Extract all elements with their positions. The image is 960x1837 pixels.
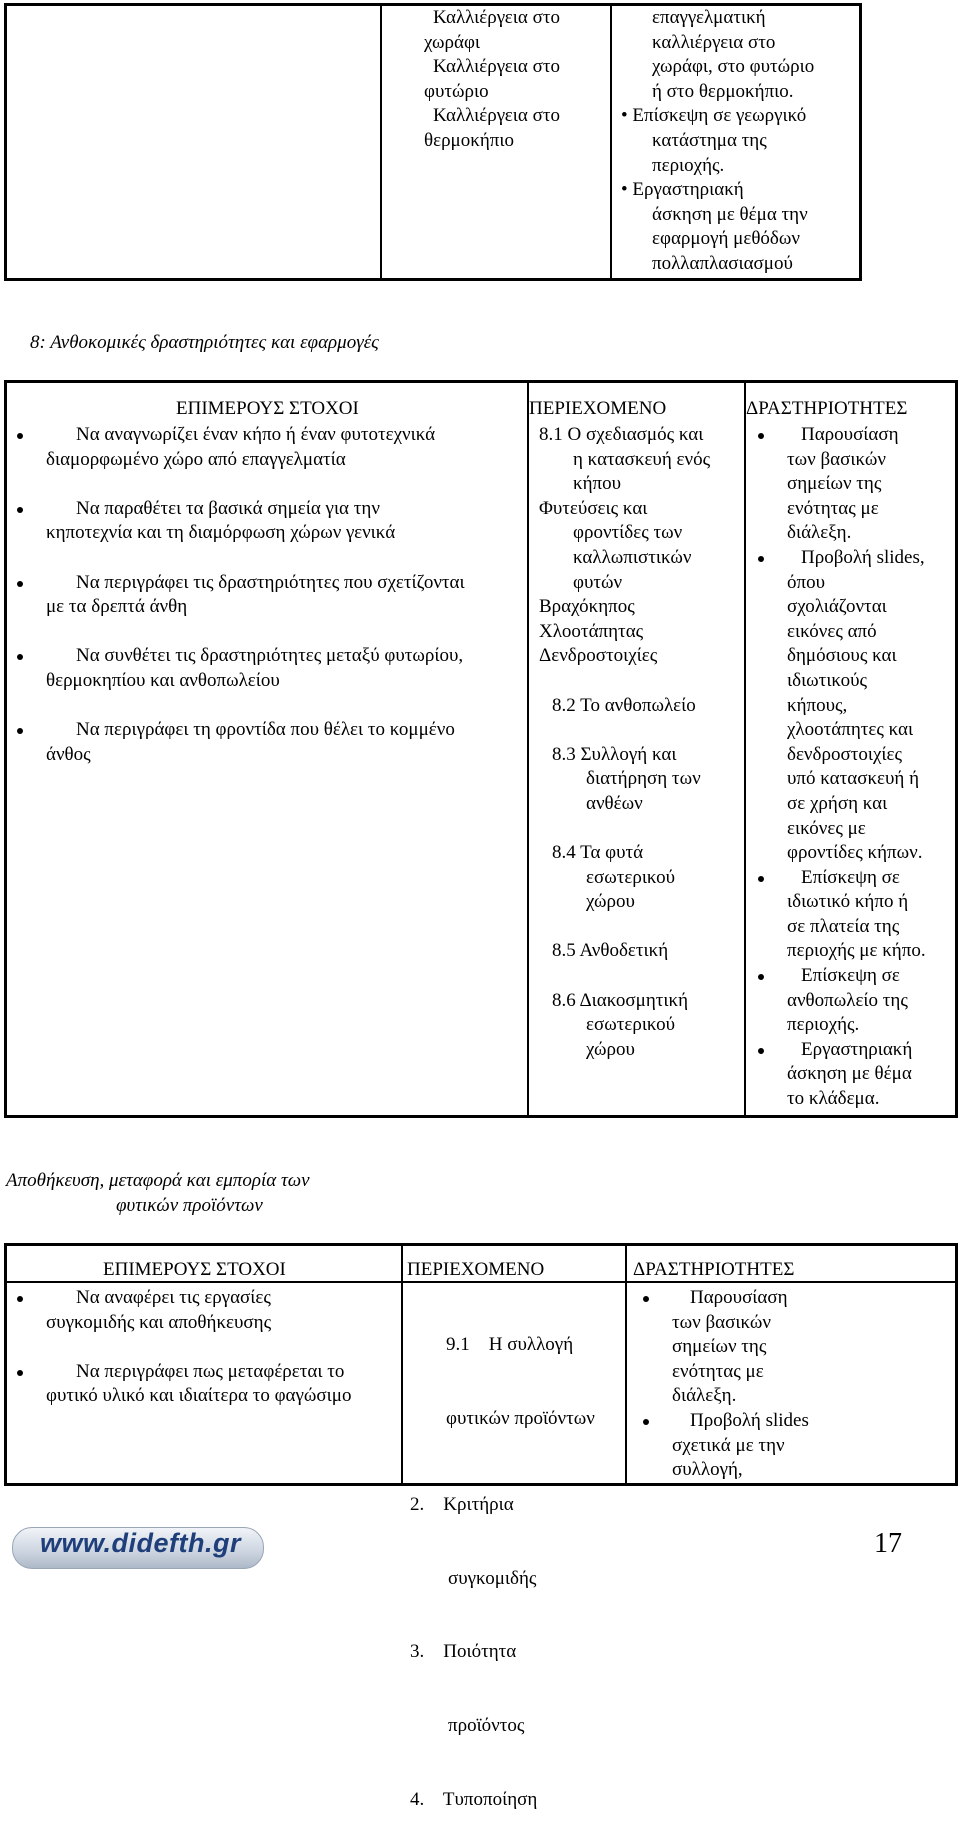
- goal-line: Να περιγράφει τις δραστηριότητες που σχετίζονται: [46, 571, 465, 596]
- activity-line: σε χρήση και: [787, 792, 888, 814]
- content-line: Δενδροστοιχίες: [539, 645, 658, 667]
- section9-title-line-1: Αποθήκευση, μεταφορά και εμπορία των: [6, 1170, 310, 1191]
- goal-item: [46, 644, 465, 693]
- content-spacer: [539, 669, 710, 694]
- section9-header-goals: ΕΠΙΜΕΡΟΥΣ ΣΤΟΧΟΙ: [103, 1259, 286, 1280]
- content-line: χώρου: [586, 891, 635, 913]
- activity-line: περιοχής με κήπο.: [787, 940, 926, 962]
- activity-line: διάλεξη.: [672, 1385, 737, 1407]
- activity-line: ενότητας με: [672, 1360, 764, 1382]
- activity-line: Παρουσίαση: [787, 423, 926, 448]
- activity-line: σχετικά με την: [672, 1434, 785, 1456]
- activity-line: ιδιωτικό κήπο ή: [787, 891, 909, 913]
- content-line: 3. Ποιότητα: [410, 1641, 517, 1663]
- activity-line: των βασικών: [787, 448, 886, 470]
- activity-line: Προβολή slides: [672, 1409, 809, 1434]
- top-table-line: περιοχής.: [652, 154, 725, 176]
- content-line: 8.6 Διακοσμητική: [552, 989, 689, 1011]
- section9-divider-2: [625, 1243, 627, 1486]
- content-line: φυτικών προϊόντων: [446, 1407, 595, 1429]
- section9-activities-list: [672, 1286, 809, 1483]
- top-table-line: επαγγελματική: [652, 7, 766, 28]
- activity-line: ανθοπωλείο της: [787, 989, 908, 1011]
- top-table-bullet-line: • Επίσκεψη σε γεωργικό: [621, 105, 807, 127]
- activity-line: ενότητας με: [787, 497, 879, 519]
- top-table-line: καλλιέργεια στο: [652, 31, 776, 53]
- section8-header-content: ΠΕΡΙΕΧΟΜΕΝΟ: [529, 398, 667, 419]
- top-table-bullet-line: • Εργαστηριακή: [621, 179, 744, 201]
- top-table-divider-1: [380, 3, 382, 281]
- content-line: Φυτεύσεις και: [539, 497, 648, 519]
- activity-line: εικόνες από: [787, 620, 877, 642]
- content-line: διατήρηση των: [586, 768, 701, 790]
- content-line: 8.2 Το ανθοπωλείο: [552, 694, 696, 716]
- content-line: προϊόντος: [448, 1715, 525, 1737]
- goal-line: θερμοκηπίου και ανθοπωλείου: [46, 669, 280, 691]
- goal-line: διαμορφωμένο χώρο από επαγγελματία: [46, 448, 346, 470]
- page-number: 17: [874, 1528, 902, 1559]
- goal-line: Να περιγράφει πως μεταφέρεται το: [46, 1360, 351, 1385]
- section9-title-line-2: φυτικών προϊόντων: [116, 1194, 263, 1216]
- activity-line: δημόσιους και: [787, 645, 897, 667]
- section8-content-list: [539, 423, 710, 1062]
- activity-line: Επίσκεψη σε: [787, 866, 926, 891]
- top-table-line: φυτώριο: [424, 80, 489, 102]
- top-table-line: ή στο θερμοκήπιο.: [652, 80, 794, 102]
- top-table-line: κατάστημα της: [652, 129, 767, 151]
- activity-line: Παρουσίαση: [672, 1286, 809, 1311]
- goal-line: Να περιγράφει τη φροντίδα που θέλει το κομμένο: [46, 718, 465, 743]
- activity-line: το κλάδεμα.: [787, 1088, 880, 1110]
- activity-line: δενδροστοιχίες: [787, 743, 902, 765]
- goal-line: άνθος: [46, 743, 91, 765]
- activity-line: άσκηση με θέμα: [787, 1063, 912, 1085]
- goal-line: φυτικό υλικό και ιδιαίτερα το φαγώσιμο: [46, 1385, 352, 1407]
- activity-line: σχολιάζονται: [787, 596, 887, 618]
- goal-item: [46, 1286, 351, 1335]
- top-table-line: πολλαπλασιασμού: [652, 252, 793, 274]
- goal-line: συγκομιδής και αποθήκευσης: [46, 1311, 272, 1333]
- section9-title: [6, 1169, 310, 1218]
- content-spacer: [539, 817, 710, 842]
- goal-item: [46, 1360, 351, 1409]
- content-line: Βραχόκηπος: [539, 596, 635, 618]
- content-line: συγκομιδής: [448, 1567, 537, 1589]
- activity-line: χλοοτάπητες και: [787, 719, 914, 741]
- activity-line: Προβολή slides,: [787, 546, 926, 571]
- content-line: 8.1 Ο σχεδιασμός και: [539, 424, 704, 445]
- content-spacer: [539, 718, 710, 743]
- top-table-line: εφαρμογή μεθόδων: [652, 228, 800, 250]
- goal-line: Να παραθέτει τα βασικά σημεία για την: [46, 497, 465, 522]
- section8-header-activities: ΔΡΑΣΤΗΡΙΟΤΗΤΕΣ: [746, 398, 908, 419]
- goal-line: με τα δρεπτά άνθη: [46, 596, 188, 618]
- content-line: ανθέων: [586, 792, 643, 814]
- goal-line: Να αναφέρει τις εργασίες: [46, 1286, 351, 1311]
- activity-line: σε πλατεία της: [787, 915, 900, 937]
- content-line: καλλωπιστικών: [573, 546, 692, 568]
- goal-item: [46, 497, 465, 546]
- activity-line: υπό κατασκευή ή: [787, 768, 920, 790]
- top-table-line: Καλλιέργεια στο: [433, 105, 560, 127]
- activity-line: Εργαστηριακή: [787, 1038, 926, 1063]
- content-line: 2. Κριτήρια: [410, 1493, 514, 1515]
- goal-line: Να αναγνωρίζει έναν κήπο ή έναν φυτοτεχνικά: [46, 423, 465, 448]
- content-line: φυτών: [573, 571, 623, 593]
- content-line: εσωτερικού: [586, 866, 675, 888]
- activity-line: ιδιωτικούς: [787, 669, 868, 691]
- activity-line: των βασικών: [672, 1311, 771, 1333]
- activity-line: φροντίδες κήπων.: [787, 842, 923, 864]
- top-table-line: άσκηση με θέμα την: [652, 203, 808, 225]
- section8-goals-list: [46, 423, 465, 767]
- goal-line: Να συνθέτει τις δραστηριότητες μεταξύ φυτωρίου,: [46, 644, 465, 669]
- content-line: εσωτερικού: [586, 1014, 675, 1036]
- activity-line: Επίσκεψη σε: [787, 964, 926, 989]
- top-table-crop-list: [424, 6, 560, 154]
- activity-line: σημείων της: [672, 1336, 767, 1358]
- activity-line: κήπους,: [787, 694, 848, 716]
- content-line: 8.3 Συλλογή και: [552, 743, 677, 765]
- content-line: η κατασκευή ενός: [573, 448, 711, 470]
- top-table-line: χωράφι, στο φυτώριο: [652, 56, 815, 78]
- section9-goals-list: [46, 1286, 351, 1409]
- content-spacer: [539, 915, 710, 940]
- content-line: 9.1 Η συλλογή: [446, 1334, 574, 1356]
- activity-line: συλλογή,: [672, 1459, 743, 1481]
- section8-activities-list: [787, 423, 926, 1112]
- section9-header-activities: ΔΡΑΣΤΗΡΙΟΤΗΤΕΣ: [633, 1259, 795, 1280]
- content-line: Χλοοτάπητας: [539, 620, 644, 642]
- content-line: κήπου: [573, 473, 622, 495]
- top-table-divider-2: [610, 3, 612, 281]
- content-line: χώρου: [586, 1038, 635, 1060]
- top-table-activities: [621, 6, 815, 277]
- section8-divider-1: [527, 380, 529, 1118]
- didefth-logo-text[interactable]: www.didefth.gr: [40, 1528, 241, 1558]
- goal-line: κηποτεχνία και τη διαμόρφωση χώρων γενικά: [46, 522, 396, 544]
- content-line: 8.4 Τα φυτά: [552, 842, 644, 864]
- content-spacer: [539, 964, 710, 989]
- activity-line: περιοχής.: [787, 1014, 860, 1036]
- section9-content-list: [410, 1284, 595, 1837]
- content-line: φροντίδες των: [573, 522, 683, 544]
- top-table-line: χωράφι: [424, 31, 481, 53]
- content-line: 4. Τυποποίηση: [410, 1788, 538, 1810]
- activity-line: διάλεξη.: [787, 522, 852, 544]
- section8-title: 8: Ανθοκομικές δραστηριότητες και εφαρμογές: [30, 332, 379, 353]
- top-table-line: Καλλιέργεια στο: [433, 56, 560, 78]
- section8-header-goals: ΕΠΙΜΕΡΟΥΣ ΣΤΟΧΟΙ: [176, 398, 359, 419]
- section9-header-content: ΠΕΡΙΕΧΟΜΕΝΟ: [407, 1259, 545, 1280]
- goal-item: [46, 423, 465, 472]
- section9-divider-1: [401, 1243, 403, 1486]
- section8-divider-2: [744, 380, 746, 1118]
- activity-line: όπου: [787, 571, 825, 593]
- activity-line: σημείων της: [787, 473, 882, 495]
- top-table-line: θερμοκήπιο: [424, 129, 514, 151]
- top-table-line: Καλλιέργεια στο: [433, 7, 560, 28]
- content-line: 8.5 Ανθοδετική: [552, 940, 669, 962]
- goal-item: [46, 718, 465, 767]
- goal-item: [46, 571, 465, 620]
- activity-line: εικόνες με: [787, 817, 866, 839]
